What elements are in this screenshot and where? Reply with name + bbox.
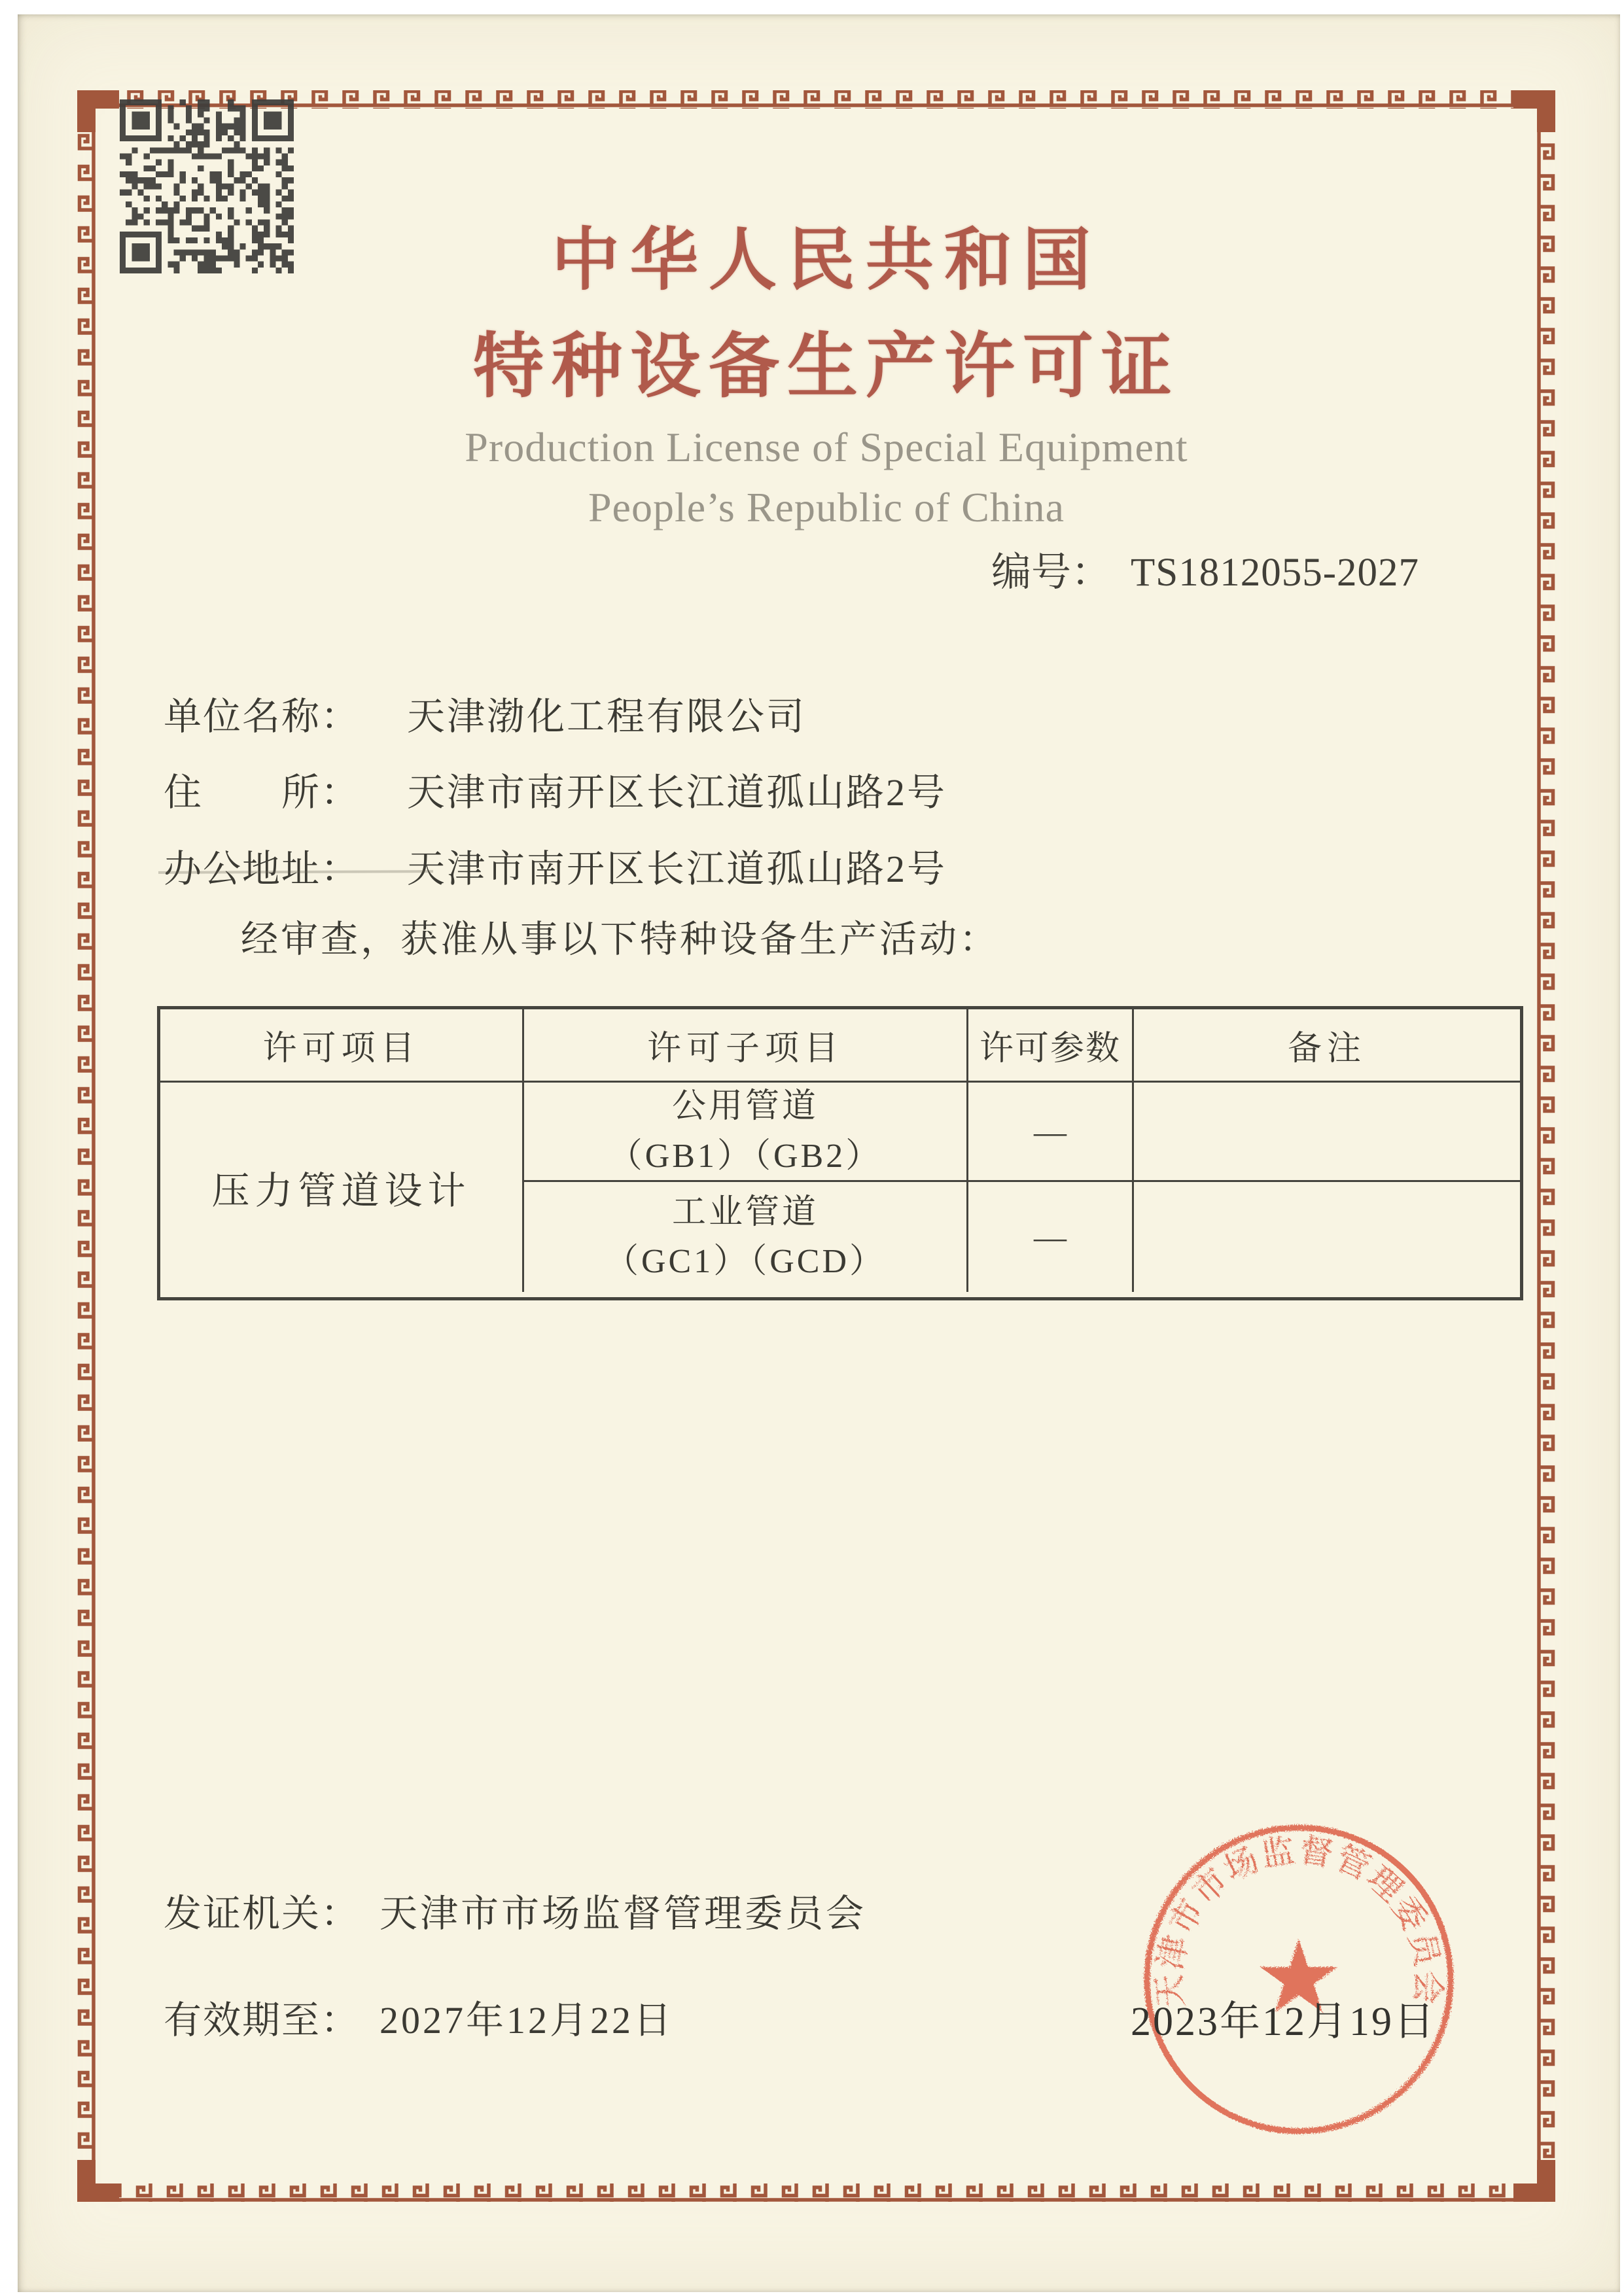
cell-permit-item: 压力管道设计 — [160, 1083, 524, 1292]
field-valid-until-value: 2027年12月22日 — [380, 1999, 675, 2042]
field-issuing-authority-value: 天津市市场监督管理委员会 — [380, 1892, 867, 1935]
field-residence — [164, 771, 947, 815]
field-unit-name — [164, 695, 806, 739]
field-unit-name-value: 天津渤化工程有限公司 — [407, 695, 807, 738]
cell-sub-item-row1-codes: （GB1）（GB2） — [608, 1137, 883, 1175]
title-cn-line2: 特种设备生产许可证 — [472, 328, 1180, 406]
license-table — [157, 1006, 1523, 1300]
field-valid-until-label: 有效期至： — [164, 1999, 361, 2042]
cell-parameter-row2: — — [968, 1182, 1134, 1292]
title-cn-line1: 中华人民共和国 — [551, 223, 1101, 298]
cell-sub-item-row1 — [524, 1083, 968, 1182]
title-en-line2: People’s Republic of China — [588, 484, 1065, 531]
license-number-row — [991, 553, 1419, 593]
field-valid-until — [164, 1999, 674, 2043]
cell-sub-item-row2-codes: （GC1）（GCD） — [604, 1243, 887, 1280]
col-header-remarks: 备注 — [1134, 1009, 1520, 1083]
cell-remarks-row2 — [1134, 1182, 1520, 1292]
field-issuing-authority — [164, 1892, 866, 1936]
field-residence-value: 天津市南开区长江道孤山路2号 — [407, 771, 947, 814]
seal-ring-text: 天津市市场监督管理委员会 — [1151, 1832, 1447, 2009]
approval-statement: 经审查，获准从事以下特种设备生产活动： — [241, 919, 999, 960]
cell-sub-item-row2-name: 工业管道 — [671, 1193, 819, 1231]
issue-date: 2023年12月19日 — [1131, 2000, 1437, 2044]
cell-sub-item-row1-name: 公用管道 — [671, 1088, 819, 1126]
field-office-address-label: 办公地址： — [164, 848, 361, 890]
official-seal — [1129, 1809, 1469, 2149]
license-number-label: 编号： — [991, 551, 1112, 595]
field-office-address-value: 天津市南开区长江道孤山路2号 — [407, 848, 947, 890]
col-header-permit-sub-item: 许可子项目 — [524, 1009, 968, 1083]
license-number-value: TS1812055-2027 — [1131, 551, 1420, 595]
cell-parameter-row1: — — [968, 1083, 1134, 1182]
field-residence-label: 住 所： — [164, 771, 361, 814]
field-issuing-authority-label: 发证机关： — [164, 1892, 361, 1935]
cell-sub-item-row2 — [524, 1182, 968, 1292]
field-office-address — [164, 848, 947, 892]
col-header-permit-parameter: 许可参数 — [968, 1009, 1134, 1083]
field-unit-name-label: 单位名称： — [164, 695, 361, 738]
col-header-permit-item: 许可项目 — [160, 1009, 524, 1083]
title-en-line1: Production License of Special Equipment — [465, 424, 1188, 470]
cell-remarks-row1 — [1134, 1083, 1520, 1182]
